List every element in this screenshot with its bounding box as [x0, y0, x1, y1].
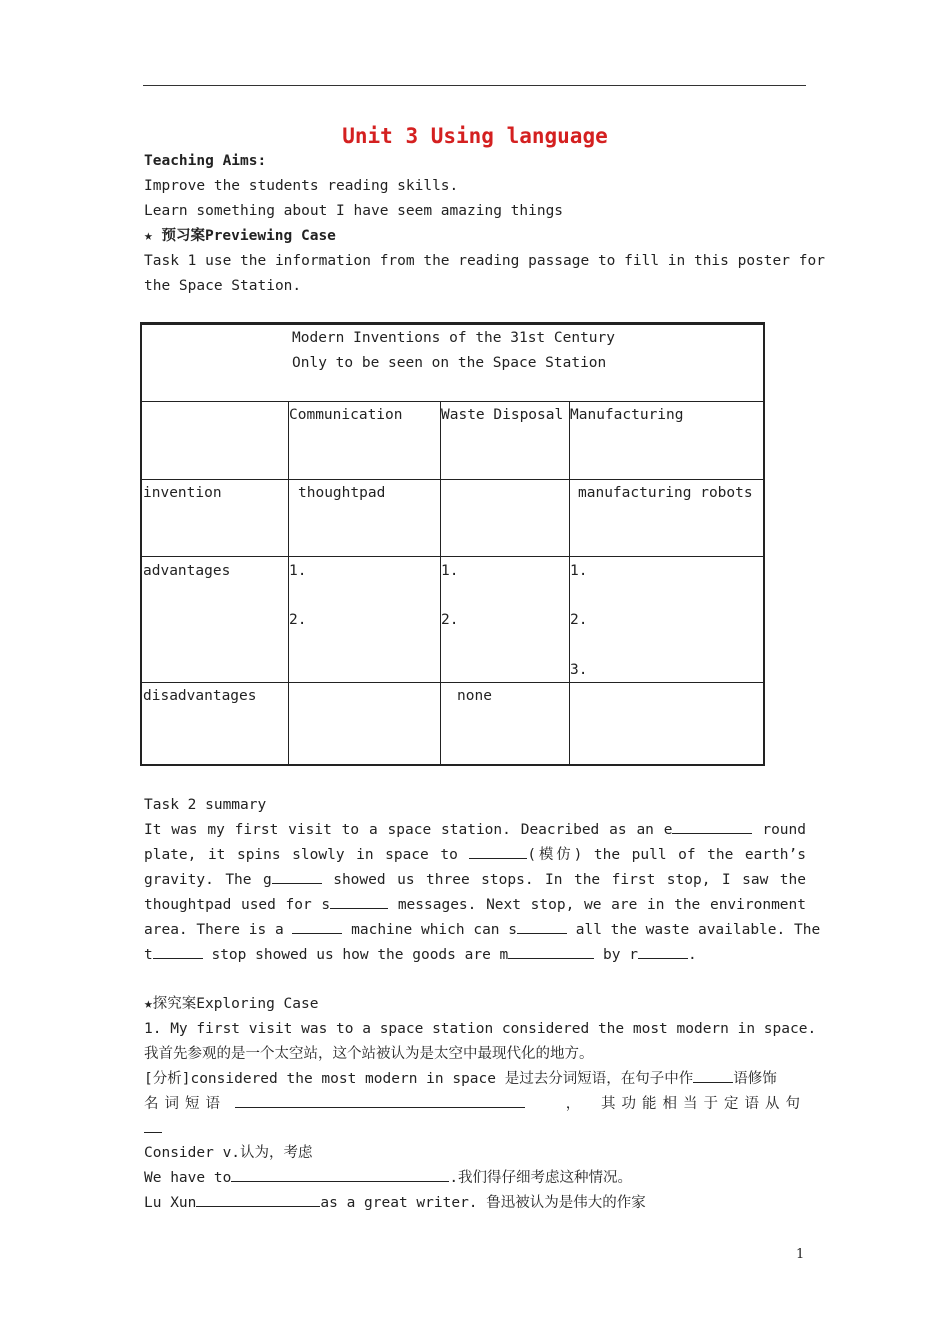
- fill-blank[interactable]: [638, 944, 688, 959]
- aims-heading: Teaching Aims:: [144, 153, 267, 169]
- cell-number: 2.: [441, 612, 459, 628]
- analysis-trailing-blank: [144, 1117, 162, 1142]
- cell-number: 1.: [570, 563, 588, 579]
- explore-sentence: 1. My first visit was to a space station considered the most modern in space.: [144, 1021, 817, 1037]
- cell-number: 2.: [570, 612, 588, 628]
- analysis-line-2: [144, 1092, 806, 1117]
- fill-blank[interactable]: [693, 1068, 733, 1083]
- aim-item: Learn something about I have seem amazing things: [144, 203, 564, 219]
- task1-line: the Space Station.: [144, 278, 302, 294]
- task2-summary: [144, 818, 821, 968]
- summary-text: It was my first visit to a space station. Deacribed as an e: [144, 822, 673, 838]
- summary-text: showed us three stops. In the first stop, I saw the: [321, 872, 806, 888]
- page-number: 1: [796, 1247, 805, 1262]
- explore-heading: ★探究案Exploring Case: [144, 996, 319, 1012]
- summary-text: gravity. The g: [144, 872, 272, 888]
- row-label-disadvantages: disadvantages: [143, 688, 257, 704]
- header-waste-disposal: Waste Disposal: [441, 407, 564, 423]
- fill-blank[interactable]: [672, 819, 752, 834]
- poster-table: [140, 322, 765, 766]
- task1-text: [144, 249, 825, 299]
- cell-none: none: [457, 688, 492, 704]
- task2-heading: Task 2 summary: [144, 797, 267, 813]
- fill-blank[interactable]: [231, 1167, 449, 1182]
- analysis-text: 名词短语: [144, 1096, 226, 1112]
- task1-line: Task 1 use the information from the reading passage to fill in this poster for: [144, 253, 825, 269]
- summary-text: round: [752, 822, 806, 838]
- fill-blank[interactable]: [292, 919, 342, 934]
- preview-heading: ★ 预习案Previewing Case: [144, 228, 336, 244]
- fill-blank[interactable]: [196, 1192, 320, 1207]
- cell-number: 1.: [441, 563, 459, 579]
- summary-text: t: [144, 947, 153, 963]
- summary-text: messages. Next stop, we are in the environment: [388, 897, 806, 913]
- analysis-line: [144, 1067, 777, 1092]
- example-text: Lu Xun: [144, 1195, 197, 1211]
- fill-blank[interactable]: [153, 944, 203, 959]
- fill-blank[interactable]: [330, 894, 388, 909]
- cell-thoughtpad: thoughtpad: [298, 485, 386, 501]
- analysis-text: [分析]considered the most modern in space 是过去分词短语，在句子中作: [144, 1071, 694, 1087]
- row-label-invention: invention: [143, 485, 222, 501]
- fill-blank[interactable]: [235, 1093, 525, 1108]
- poster-subtitle: Only to be seen on the Space Station: [292, 355, 607, 371]
- summary-text: thoughtpad used for s: [144, 897, 331, 913]
- example-1: [144, 1166, 632, 1191]
- cell-number: 3.: [570, 662, 588, 678]
- aim-item: Improve the students reading skills.: [144, 178, 459, 194]
- cell-manufacturing-robots: manufacturing robots: [578, 485, 753, 501]
- fill-blank[interactable]: [272, 869, 322, 884]
- summary-text: stop showed us how the goods are m: [202, 947, 509, 963]
- fill-blank[interactable]: [469, 844, 527, 859]
- explore-translation: 我首先参观的是一个太空站，这个站被认为是太空中最现代化的地方。: [144, 1046, 594, 1062]
- example-text: We have to: [144, 1170, 232, 1186]
- explore-item-1: [144, 1017, 817, 1042]
- poster-title: Modern Inventions of the 31st Century: [292, 330, 616, 346]
- header-rule: [143, 85, 806, 86]
- header-communication: Communication: [289, 407, 403, 423]
- example-text: .我们得仔细考虑这种情况。: [449, 1170, 633, 1186]
- fill-blank[interactable]: [508, 944, 594, 959]
- consider-definition: Consider v.认为，考虑: [144, 1145, 313, 1161]
- analysis-text: 语修饰: [733, 1071, 777, 1087]
- example-text: as a great writer. 鲁迅被认为是伟大的作家: [320, 1195, 646, 1211]
- cell-number: 2.: [289, 612, 307, 628]
- example-2: [144, 1191, 646, 1216]
- summary-text: area. There is a: [144, 922, 293, 938]
- cell-number: 1.: [289, 563, 307, 579]
- summary-text: .: [687, 947, 697, 963]
- row-label-advantages: advantages: [143, 563, 231, 579]
- summary-text: machine which can s: [342, 922, 518, 938]
- summary-text: plate, it spins slowly in space to: [144, 847, 470, 863]
- page-title: Unit 3 Using language: [342, 124, 608, 148]
- fill-blank[interactable]: [144, 1118, 162, 1133]
- summary-text: all the waste available. The: [567, 922, 821, 938]
- summary-text: by r: [594, 947, 638, 963]
- header-manufacturing: Manufacturing: [570, 407, 684, 423]
- fill-blank[interactable]: [517, 919, 567, 934]
- summary-text: (模仿) the pull of the earth’s: [527, 847, 806, 863]
- analysis-text: ， 其功能相当于定语从句: [565, 1096, 806, 1112]
